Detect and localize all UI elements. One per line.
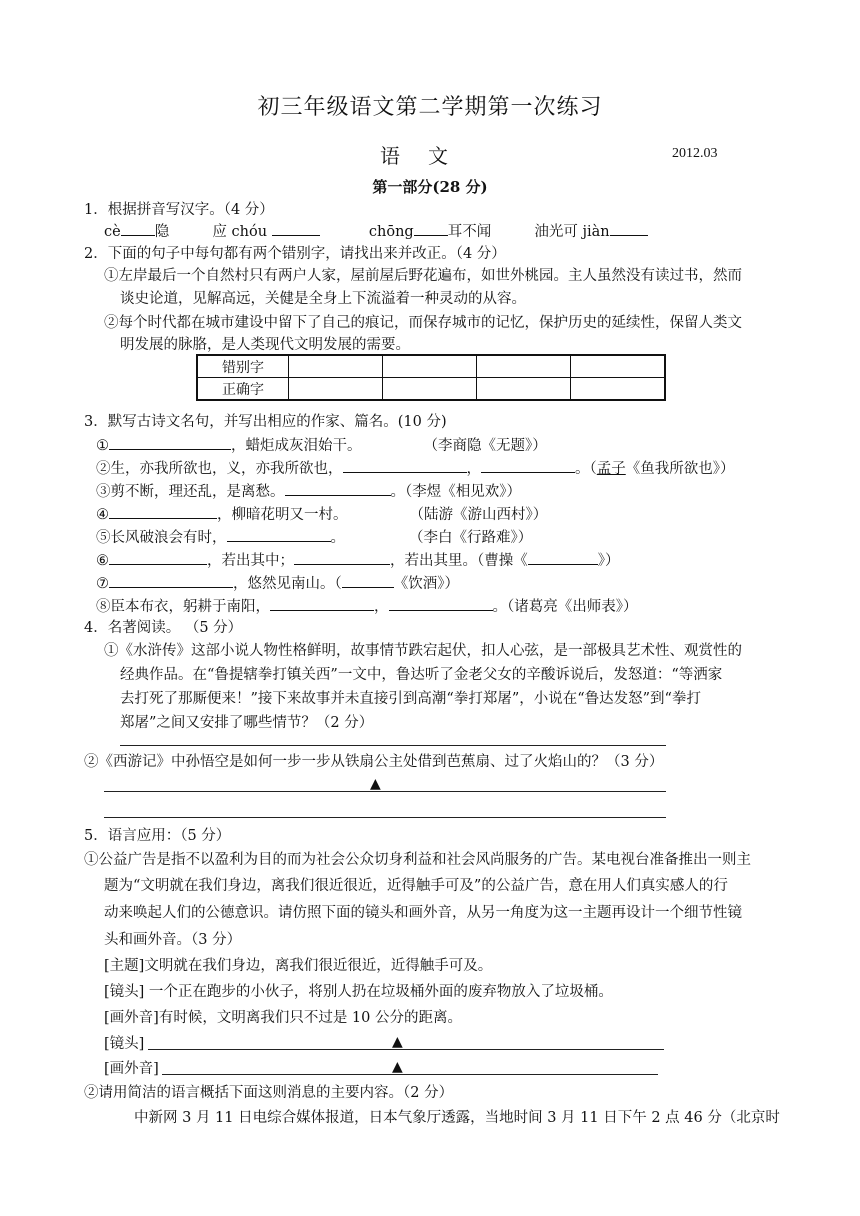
q5-shot-label: [镜头] (104, 1036, 145, 1052)
q3-text: ， (466, 461, 481, 477)
q5-voice-label: [画外音] (104, 1061, 159, 1077)
q1-pinyin-1: cè (104, 224, 121, 240)
q3-line-6 (96, 550, 620, 571)
q1-pinyin-2: 应 chóu (212, 224, 268, 240)
q3-text: ， (374, 599, 389, 615)
q3-text: 。（ (575, 461, 597, 477)
q3-blank[interactable] (342, 573, 394, 588)
q3-text: ③剪不断，理还乱，是离愁。 (96, 484, 285, 500)
q4-para-1a: ①《水浒传》这部小说人物性格鲜明，故事情节跌宕起伏，扣人心弦，是一部极具艺术性、观赏性的 (104, 643, 742, 659)
q3-text: ，蜡炬成灰泪始干。 (231, 438, 362, 454)
q3-text: ，柳暗花明又一村。 (217, 507, 348, 523)
q3-blank[interactable] (389, 596, 493, 611)
q3-text: ⑧臣本布衣，躬耕于南阳， (96, 599, 270, 615)
answer-line[interactable] (104, 791, 666, 792)
q3-text: ②生，亦我所欲也，义，亦我所欲也， (96, 461, 343, 477)
q3-line-4 (96, 504, 547, 525)
q3-line-5 (96, 527, 532, 548)
q5-shot-example: [镜头] 一个正在跑步的小伙子，将别人扔在垃圾桶外面的废弃物放入了垃圾桶。 (104, 984, 613, 1000)
q5-para-1c: 动来唤起人们的公德意识。请仿照下面的镜头和画外音，从另一角度为这一主题再设计一个细节性镜 (104, 905, 742, 921)
q1-blank-1[interactable] (121, 221, 155, 236)
q3-blank[interactable] (285, 481, 391, 496)
q4-para-2: ②《西游记》中孙悟空是如何一步一步从铁扇公主处借到芭蕉扇、过了火焰山的？（3 分） (84, 754, 664, 770)
q3-blank[interactable] (109, 435, 231, 450)
q3-line-7 (96, 573, 459, 594)
table-cell[interactable] (289, 355, 383, 378)
q3-source: 《饮酒》） (393, 576, 459, 592)
q2-sentence-2b: 明发展的脉胳，是人类现代文明发展的需要。 (120, 337, 410, 353)
part-heading: 第一部分(28 分) (372, 178, 488, 196)
q3-text: ，若出其里。（曹操《 (390, 553, 528, 569)
q3-blank[interactable] (109, 573, 233, 588)
answer-marker-icon: ▲ (370, 776, 381, 792)
q3-source: 《鱼我所欲也》） (625, 461, 735, 477)
q3-source: （李白《行路难》） (409, 530, 533, 546)
page-title: 初三年级语文第二学期第一次练习 (257, 95, 603, 120)
q3-text: ⑤长风破浪会有时， (96, 530, 227, 546)
q3-blank[interactable] (109, 550, 207, 565)
table-cell[interactable] (477, 355, 571, 378)
q3-author-underlined: 孟子 (596, 461, 626, 477)
q1-text-1: 隐 (154, 224, 170, 240)
q3-text: 。 (330, 530, 345, 546)
q5-voice-example: [画外音]有时候，文明离我们只不过是 10 公分的距离。 (104, 1010, 462, 1026)
answer-line[interactable] (104, 817, 666, 818)
table-cell[interactable] (289, 378, 383, 401)
q1-pinyin-3: chōng (368, 224, 414, 240)
q1-blank-3[interactable] (414, 221, 448, 236)
q3-text: 》） (597, 553, 620, 569)
q4-para-1b: 经典作品。在“鲁提辖拳打镇关西”一文中，鲁达听了金老父女的辛酸诉说后，发怒道：“等洒家 (120, 667, 723, 683)
q3-blank[interactable] (343, 458, 467, 473)
table-row (197, 378, 665, 401)
q3-source: （李商隐《无题》） (423, 438, 547, 454)
q3-blank[interactable] (109, 504, 217, 519)
q3-line-1 (96, 435, 547, 456)
q5-para-2: ②请用简洁的语言概括下面这则消息的主要内容。（2 分） (84, 1085, 454, 1101)
q3-line-3 (96, 481, 521, 502)
q3-num: ④ (96, 507, 109, 523)
q3-blank[interactable] (227, 527, 331, 542)
q4-para-1d: 郑屠”之间又安排了哪些情节？（2 分） (120, 715, 374, 731)
q3-stem: 3．默写古诗文名句，并写出相应的作家、篇名。(10 分) (84, 414, 447, 430)
subject-label: 语文 (380, 144, 476, 168)
table-cell[interactable] (571, 355, 666, 378)
q3-source: 。（李煜《相见欢》） (390, 484, 521, 500)
correction-table (196, 354, 666, 401)
q4-stem: 4．名著阅读。 （5 分） (84, 620, 243, 636)
q4-para-1c: 去打死了那厮便来！”接下来故事并未直接引到高潮“拳打郑屠”，小说在“鲁达发怒”到“拳打 (120, 691, 701, 707)
exam-date: 2012.03 (672, 146, 718, 161)
table-cell[interactable] (383, 355, 477, 378)
q1-stem: 1．根据拼音写汉字。（4 分） (84, 202, 274, 218)
q3-text: ，悠然见南山。（ (233, 576, 342, 592)
q3-source: 。（诸葛亮《出师表》） (492, 599, 638, 615)
q5-para-1b: 题为“文明就在我们身边，离我们很近很近，近得触手可及”的公益广告，意在用人们真实感人的行 (104, 878, 728, 894)
q3-line-8 (96, 596, 638, 617)
q1-blank-4[interactable] (610, 221, 648, 236)
q1-blank-2[interactable] (272, 221, 320, 236)
q2-sentence-1b: 谈史论道，见解高远，关健是全身上下流溢着一种灵动的从容。 (120, 291, 526, 307)
q5-news: 中新网 3 月 11 日电综合媒体报道，日本气象厅透露，当地时间 3 月 11 日下午 2 点 46 分（北京时 (134, 1110, 780, 1126)
q3-num: ⑦ (96, 576, 109, 592)
q2-sentence-1a: ①左岸最后一个自然村只有两户人家，屋前屋后野花遍布，如世外桃园。主人虽然没有读过书，然而 (104, 268, 742, 284)
q3-blank[interactable] (294, 550, 390, 565)
q3-source: （陆游《游山西村》） (409, 507, 548, 523)
q3-line-2 (96, 458, 735, 479)
q3-text: ，若出其中； (207, 553, 294, 569)
q5-stem: 5．语言应用：（5 分） (84, 828, 231, 844)
q3-blank[interactable] (481, 458, 575, 473)
q1-items (104, 221, 648, 242)
q3-num: ⑥ (96, 553, 109, 569)
q5-para-1a: ①公益广告是指不以盈利为目的而为社会公众切身利益和社会风尚服务的广告。某电视台准备推出一则主 (84, 852, 751, 868)
row-header-correct: 正确字 (197, 378, 289, 401)
answer-line[interactable] (162, 1074, 658, 1075)
q2-stem: 2．下面的句子中每句都有两个错别字，请找出来并改正。（4 分） (84, 246, 506, 262)
answer-line[interactable] (120, 745, 666, 746)
q5-theme: [主题]文明就在我们身边，离我们很近很近，近得触手可及。 (104, 958, 493, 974)
q5-para-1d: 头和画外音。（3 分） (104, 932, 242, 948)
q3-num: ① (96, 438, 109, 454)
table-row (197, 355, 665, 378)
q3-blank[interactable] (270, 596, 374, 611)
answer-marker-icon: ▲ (392, 1034, 403, 1050)
row-header-wrong: 错别字 (197, 355, 289, 378)
q3-blank[interactable] (528, 550, 598, 565)
answer-line[interactable] (148, 1049, 664, 1050)
table-cell[interactable] (383, 378, 477, 401)
table-cell[interactable] (571, 378, 666, 401)
q2-sentence-2a: ②每个时代都在城市建设中留下了自己的痕记，而保存城市的记忆，保护历史的延续性，保留人类文 (104, 315, 742, 331)
answer-marker-icon: ▲ (392, 1059, 403, 1075)
q1-text-3: 耳不闻 (447, 224, 492, 240)
q1-pinyin-4: 油光可 jiàn (534, 224, 610, 240)
table-cell[interactable] (477, 378, 571, 401)
